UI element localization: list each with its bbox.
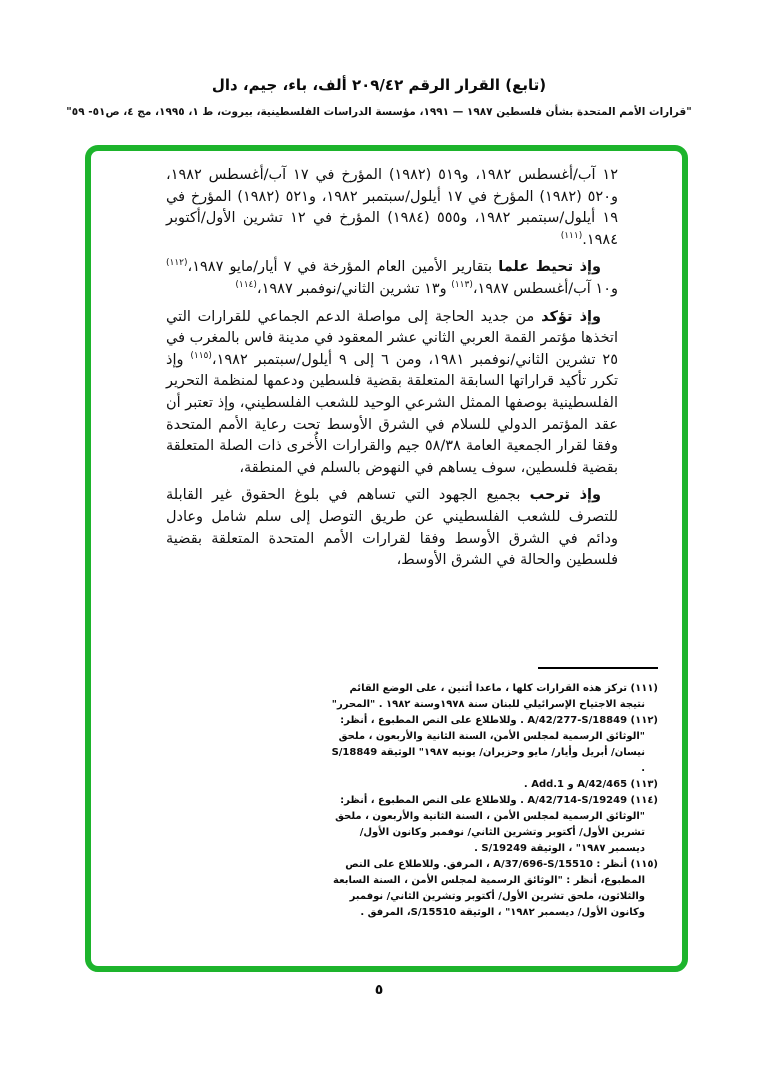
green-border-frame [85, 145, 688, 972]
text-segment: وإذ ترحب [529, 487, 601, 504]
footnotes-list [328, 681, 658, 921]
text-segment: ١٢ آب/أغسطس ١٩٨٢، و٥١٩ (١٩٨٢) المؤرخ في ١٧ آب/أغسطس ١٩٨٢، و٥٢٠ (١٩٨٢) المؤرخ في ١٧ أيلول/سبتمبر ١٩٨٢، و٥٢١ (١٩٨٢) المؤرخ في ١٩ أيلول/سبتمبر ١٩٨٢، و٥٥٥ (١٩٨٤) المؤرخ في ١٢ تشرين الأول/أكتوبر ١٩٨٤. [166, 167, 619, 248]
text-segment: بجميع الجهود التي تساهم في بلوغ الحقوق غير القابلة للتصرف للشعب الفلسطيني عن طريق التوصل إلى سلم شامل وعادل ودائم في الشرق الأوسط وفقا لقرارات الأمم المتحدة المتعلقة بقضية فلسطين والحالة في الشرق الأوسط، [166, 487, 618, 569]
paragraph [166, 165, 618, 251]
footnote-reference: (١١٢) [166, 258, 188, 269]
text-segment: وإذ تكرر تأكيد قراراتها السابقة المتعلقة بقضية فلسطين ودعمها لمنظمة التحرير الفلسطينية بوصفها الممثل الشرعي الوحيد للشعب الفلسطيني، وإذ تعتبر أن عقد المؤتمر الدولي للسلام في الشرق الأوسط تحت رعاية الأمم المتحدة وفقا لقرار الجمعية العامة ٥٨/٣٨ جيم والقرارات الأُخرى ذات الصلة المتعلقة بقضية فلسطين، سوف يساهم في النهوض بالسلم في المنطقة، [166, 351, 618, 476]
footnote-reference: (١١٥) [190, 350, 212, 361]
footnote-item: (١١٣) A/42/465 و Add.1 . [523, 779, 658, 790]
page-number: ٥ [374, 982, 384, 998]
text-segment: من جديد الحاجة إلى مواصلة الدعم الجماعي للقرارات التي اتخذها مؤتمر القمة العربي الثاني عشر المعقود في مدينة فاس بالمغرب في ٢٥ تشرين الثاني/نوفمبر ١٩٨١، ومن ٦ إلى ٩ أيلول/سبتمبر ١٩٨٢، [166, 308, 618, 368]
text-segment: و١٣ تشرين الثاني/نوفمبر ١٩٨٧، [256, 280, 452, 297]
footnote-reference: (١١١) [560, 230, 583, 241]
footnote-reference: (١١٤) [235, 279, 257, 290]
text-segment: بتقارير الأمين العام المؤرخة في ٧ أيار/مايو ١٩٨٧، [187, 259, 499, 276]
text-segment: وإذ تحيط علما [498, 259, 601, 276]
source-citation-line: "قرارات الأمم المتحدة بشأن فلسطين ١٩٨٧ — ١٩٩١، مؤسسة الدراسات الفلسطينية، بيروت، ط ١، ١٩٩٥، مج ٤، ص٥١- ٥٩" [66, 106, 692, 118]
text-segment: و١٠ آب/أغسطس ١٩٨٧، [472, 280, 618, 297]
footnote-reference: (١١٣) [451, 279, 473, 290]
footnote-item: (١١٢) A/42/277-S/18849 . وللاطلاع على النص المطبوع ، أنظر: "الوثائق الرسمية لمجلس الأمن، السنة الثانية والأربعون ، ملحق نيسان/ أبريل وأيار/ مايو وحزيران/ يونيه ١٩٨٧" الوثيقة S/18849 . [331, 715, 658, 774]
paragraph [166, 257, 618, 300]
resolution-paragraphs [166, 165, 618, 572]
footnote-item: (١١١) تركز هذه القرارات كلها ، ماعدا أثنين ، على الوضع القائم نتيجة الاجتياح الإسرائيلي للبنان سنة ١٩٧٨وسنة ١٩٨٢ . "المحرر" [331, 683, 658, 710]
text-segment: وإذ تؤكد [541, 308, 601, 325]
page-title: (تابع) القرار الرقم ٢٠٩/٤٢ ألف، باء، جيم، دال [211, 76, 547, 94]
footnote-separator [538, 667, 658, 669]
footnote-item: (١١٥) أنظر : A/37/696-S/15510 ، المرفق. وللاطلاع على النص المطبوع، أنظر : "الوثائق الرسمية لمجلس الأمن ، السنة السابعة والثلاثون، ملحق تشرين الأول/ أكتوبر وتشرين الثاني/ نوفمبر وكانون الأول/ ديسمبر ١٩٨٢" ، الوثيقة S/15510، المرفق . [333, 859, 658, 918]
paragraph [166, 485, 618, 571]
footnote-item: (١١٤) A/42/714-S/19249 . وللاطلاع على النص المطبوع ، أنظر: "الوثائق الرسمية لمجلس الأمن ، السنة الثانية والأربعون ، ملحق تشرين الأول/ أكتوبر وتشرين الثاني/ نوفمبر وكانون الأول/ ديسمبر ١٩٨٧" ، الوثيقة S/19249 . [335, 795, 658, 854]
paragraph [166, 307, 618, 480]
